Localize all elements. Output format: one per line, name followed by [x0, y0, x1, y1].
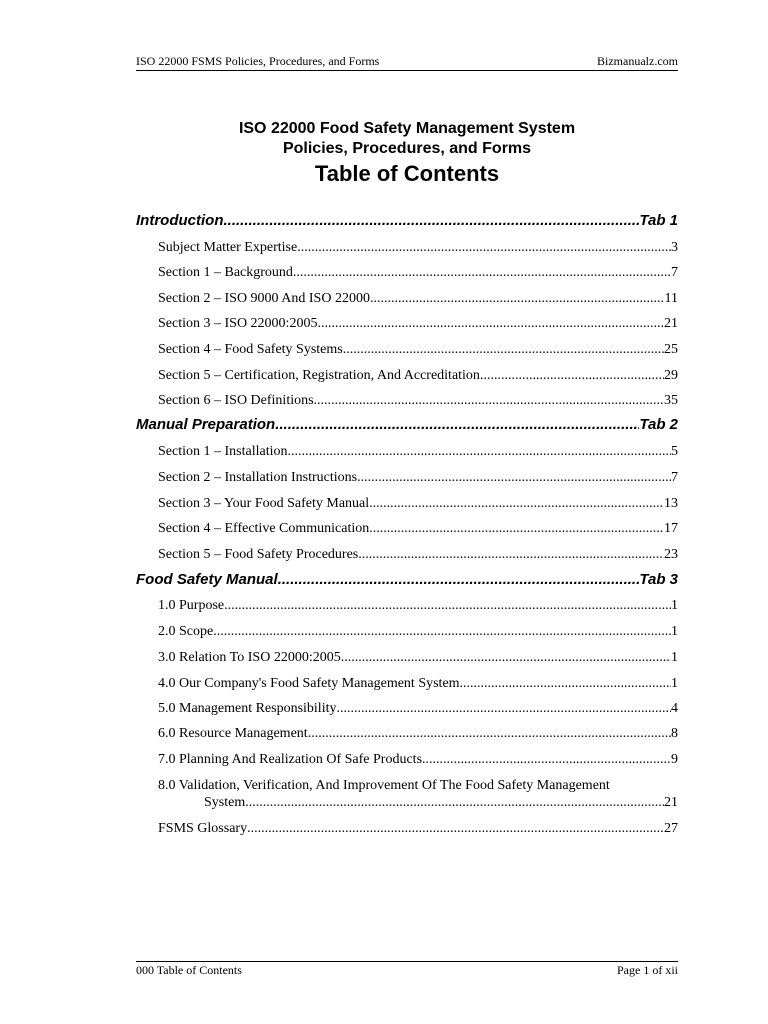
toc-item-label: Section 1 – Background	[158, 265, 293, 280]
dot-leader	[275, 416, 639, 434]
toc-item[interactable]	[158, 546, 678, 563]
toc-item-label: Section 1 – Installation	[158, 444, 288, 459]
toc-item-label: Section 4 – Effective Communication	[158, 521, 370, 536]
dot-leader	[314, 392, 664, 409]
toc-item-label: 6.0 Resource Management	[158, 726, 308, 741]
toc-item-page: 1	[671, 676, 678, 691]
running-header-title: ISO 22000 FSMS Policies, Procedures, and Forms	[136, 54, 380, 68]
toc-item[interactable]	[158, 495, 678, 512]
toc-item[interactable]	[158, 725, 678, 742]
toc-item[interactable]	[158, 290, 678, 307]
toc-item[interactable]	[158, 367, 678, 384]
dot-leader	[247, 820, 664, 837]
toc-item-wrapped[interactable]	[158, 777, 678, 811]
toc-item-page: 1	[671, 650, 678, 665]
toc-item-line-2	[158, 794, 678, 811]
toc-item[interactable]	[158, 264, 678, 281]
dot-leader	[245, 794, 664, 811]
running-header-site: Bizmanualz.com	[597, 54, 678, 68]
section-tab: Tab 2	[639, 416, 678, 433]
toc-item[interactable]	[158, 239, 678, 256]
page-title: Table of Contents	[314, 161, 500, 186]
toc-item[interactable]	[158, 392, 678, 409]
toc-item[interactable]	[158, 751, 678, 768]
toc-item-label: 4.0 Our Company's Food Safety Management System	[158, 676, 460, 691]
toc-item-label: Section 4 – Food Safety Systems	[158, 342, 343, 357]
document-title-line-1: ISO 22000 Food Safety Management System	[238, 120, 576, 137]
toc-item-label: Subject Matter Expertise	[158, 240, 298, 255]
toc-item[interactable]	[158, 623, 678, 640]
footer-divider	[136, 961, 678, 962]
toc-item-label: Section 5 – Certification, Registration, And Accreditation	[158, 368, 480, 383]
toc-item-label: Section 2 – Installation Instructions	[158, 470, 358, 485]
dot-leader	[224, 597, 671, 614]
toc-item-page: 23	[664, 547, 678, 562]
dot-leader	[358, 546, 664, 563]
toc-item-label: 7.0 Planning And Realization Of Safe Products	[158, 752, 423, 767]
dot-leader	[287, 443, 671, 460]
toc-item-page: 25	[664, 342, 678, 357]
toc-item-page: 27	[664, 821, 678, 836]
toc-item-label: Section 3 – ISO 22000:2005	[158, 316, 318, 331]
document-title-line-2: Policies, Procedures, and Forms	[282, 140, 532, 157]
dot-leader	[341, 649, 671, 666]
toc-item[interactable]	[158, 315, 678, 332]
toc-item-label: FSMS Glossary	[158, 821, 248, 836]
dot-leader	[317, 315, 664, 332]
toc-item-page: 1	[671, 598, 678, 613]
toc-item[interactable]	[158, 469, 678, 486]
toc-item-page: 17	[664, 521, 678, 536]
toc-item-page: 35	[664, 393, 678, 408]
section-label: Food Safety Manual	[136, 571, 278, 588]
toc-item-label: Section 5 – Food Safety Procedures	[158, 547, 359, 562]
toc-item-page: 3	[671, 240, 678, 255]
toc-item-page: 7	[671, 470, 678, 485]
toc-item-page: 7	[671, 265, 678, 280]
running-footer-section: 000 Table of Contents	[136, 963, 242, 977]
dot-leader	[370, 290, 665, 307]
toc-item-page: 8	[671, 726, 678, 741]
title-block	[136, 119, 678, 187]
toc-item[interactable]	[158, 649, 678, 666]
toc-item-label: Section 2 – ISO 9000 And ISO 22000	[158, 291, 370, 306]
toc-item-label: 3.0 Relation To ISO 22000:2005	[158, 650, 341, 665]
dot-leader	[422, 751, 671, 768]
toc-item-label: Section 6 – ISO Definitions	[158, 393, 314, 408]
toc-item-page: 5	[671, 444, 678, 459]
toc-section-introduction[interactable]	[136, 212, 678, 230]
toc-item-page: 21	[664, 795, 678, 810]
toc-item[interactable]	[158, 597, 678, 614]
toc-item-page: 21	[664, 316, 678, 331]
dot-leader	[297, 239, 671, 256]
dot-leader	[343, 341, 664, 358]
page-number: Page 1 of xii	[617, 963, 678, 977]
dot-leader	[213, 623, 671, 640]
toc-item-label-line-2: System	[204, 795, 246, 810]
toc-item-label: 5.0 Management Responsibility	[158, 701, 337, 716]
toc-item-page: 1	[671, 624, 678, 639]
toc-item-label: 2.0 Scope	[158, 624, 214, 639]
dot-leader	[369, 495, 664, 512]
dot-leader	[357, 469, 671, 486]
toc-item[interactable]	[158, 700, 678, 717]
section-label: Introduction	[136, 212, 224, 229]
toc-item-page: 9	[671, 752, 678, 767]
toc-section-food-safety-manual[interactable]	[136, 571, 678, 589]
toc-item[interactable]	[158, 443, 678, 460]
toc-section-manual-preparation[interactable]	[136, 416, 678, 434]
dot-leader	[336, 700, 671, 717]
section-tab: Tab 3	[639, 571, 678, 588]
toc-item-page: 29	[664, 368, 678, 383]
toc-item-page: 4	[671, 701, 678, 716]
toc-item[interactable]	[158, 520, 678, 537]
toc-item-page: 11	[664, 291, 678, 306]
section-label: Manual Preparation	[136, 416, 276, 433]
dot-leader	[223, 212, 639, 230]
section-tab: Tab 1	[639, 212, 678, 229]
dot-leader	[308, 725, 671, 742]
toc-item-page: 13	[664, 496, 678, 511]
dot-leader	[480, 367, 664, 384]
dot-leader	[369, 520, 664, 537]
toc-item-label-line-1: 8.0 Validation, Verification, And Improvement Of The Food Safety Management	[158, 778, 610, 793]
toc-item[interactable]	[158, 675, 678, 692]
toc-item-label: Section 3 – Your Food Safety Manual	[158, 496, 370, 511]
toc-item[interactable]	[158, 341, 678, 358]
dot-leader	[460, 675, 671, 692]
toc-item-glossary[interactable]	[158, 820, 678, 837]
header-divider	[136, 70, 678, 71]
dot-leader	[278, 571, 640, 589]
dot-leader	[293, 264, 671, 281]
toc-item-label: 1.0 Purpose	[158, 598, 225, 613]
